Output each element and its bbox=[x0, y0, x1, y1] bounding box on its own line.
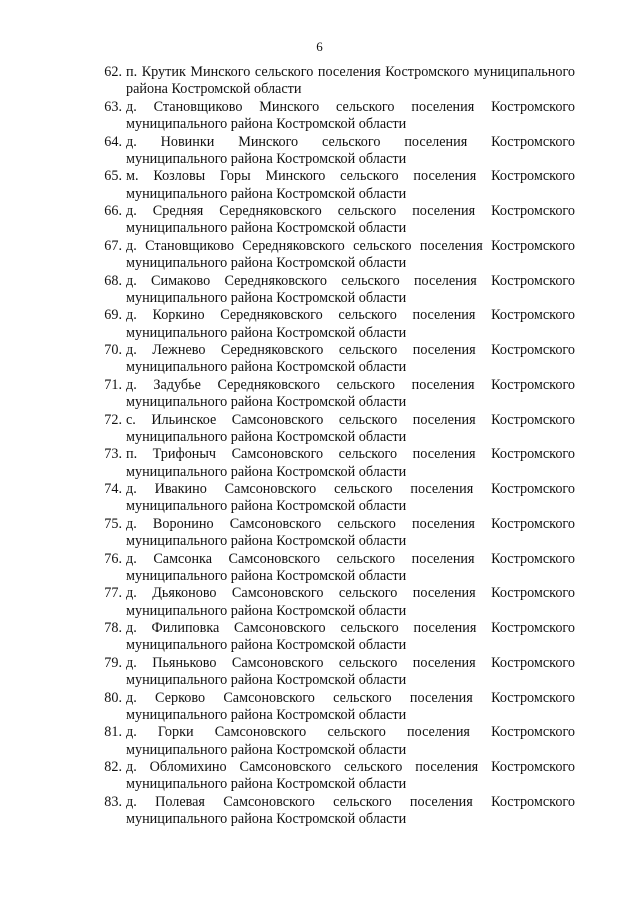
item-number: 80. bbox=[104, 689, 122, 706]
list-item bbox=[90, 759, 575, 794]
list-item bbox=[90, 273, 575, 308]
item-number: 82. bbox=[104, 759, 122, 775]
item-text: д. Дьяконово Самсоновского сельского поселения Костромского муниципального района Костромской области bbox=[126, 585, 575, 619]
list-item bbox=[90, 690, 575, 725]
list-item bbox=[90, 307, 575, 342]
item-number: 67. bbox=[104, 237, 122, 254]
item-number: 69. bbox=[104, 307, 122, 324]
item-text: п. Крутик Минского сельского поселения Костромского муниципального района Костромской области bbox=[126, 64, 575, 98]
item-text: д. Симаково Середняковского сельского поселения Костромского муниципального района Костромской области bbox=[126, 272, 575, 306]
item-text: д. Филиповка Самсоновского сельского поселения Костромского муниципального района Костромской области bbox=[126, 620, 575, 654]
item-number: 74. bbox=[104, 481, 122, 497]
item-text: д. Становщиково Минского сельского поселения Костромского муниципального района Костромской области bbox=[126, 98, 575, 133]
item-text: д. Средняя Середняковского сельского поселения Костромского муниципального района Костромской области bbox=[126, 203, 575, 237]
list-item bbox=[90, 64, 575, 99]
item-number: 73. bbox=[104, 446, 122, 463]
list-item bbox=[90, 168, 575, 203]
list-item bbox=[90, 134, 575, 169]
list-item bbox=[90, 794, 575, 829]
item-text: д. Лежнево Середняковского сельского поселения Костромского муниципального района Костромской области bbox=[126, 342, 575, 376]
item-text: д. Пьяньково Самсоновского сельского поселения Костромского муниципального района Костромской области bbox=[126, 654, 575, 689]
item-number: 62. bbox=[104, 64, 122, 80]
list-item bbox=[90, 551, 575, 586]
item-number: 75. bbox=[104, 515, 122, 532]
item-text: д. Серково Самсоновского сельского поселения Костромского муниципального района Костромской области bbox=[126, 689, 575, 723]
item-number: 72. bbox=[104, 411, 122, 428]
item-number: 70. bbox=[104, 342, 122, 358]
item-text: д. Коркино Середняковского сельского поселения Костромского муниципального района Костромской области bbox=[126, 307, 575, 341]
item-number: 66. bbox=[104, 203, 122, 219]
item-number: 65. bbox=[104, 168, 122, 185]
item-number: 63. bbox=[104, 98, 122, 115]
list-item bbox=[90, 724, 575, 759]
item-text: д. Ивакино Самсоновского сельского поселения Костромского муниципального района Костромской области bbox=[126, 481, 575, 515]
item-text: м. Козловы Горы Минского сельского поселения Костромского муниципального района Костромской области bbox=[126, 168, 575, 202]
list-item bbox=[90, 377, 575, 412]
item-number: 71. bbox=[104, 376, 122, 393]
settlement-list bbox=[90, 64, 575, 829]
item-text: п. Трифоныч Самсоновского сельского поселения Костромского муниципального района Костромской области bbox=[126, 446, 575, 480]
list-item bbox=[90, 99, 575, 134]
item-number: 77. bbox=[104, 585, 122, 602]
list-item bbox=[90, 516, 575, 551]
page-number: 6 bbox=[316, 39, 323, 54]
list-item bbox=[90, 585, 575, 620]
item-number: 68. bbox=[104, 272, 122, 289]
item-text: с. Ильинское Самсоновского сельского поселения Костромского муниципального района Костромской области bbox=[126, 411, 575, 445]
item-text: д. Задубье Середняковского сельского поселения Костромского муниципального района Костромской области bbox=[126, 376, 575, 411]
item-number: 83. bbox=[104, 793, 122, 810]
item-text: д. Полевая Самсоновского сельского поселения Костромского муниципального района Костромской области bbox=[126, 793, 575, 828]
item-number: 76. bbox=[104, 550, 122, 567]
list-item bbox=[90, 481, 575, 516]
list-item bbox=[90, 620, 575, 655]
item-number: 81. bbox=[104, 724, 122, 741]
item-text: д. Воронино Самсоновского сельского поселения Костромского муниципального района Костромской области bbox=[126, 515, 575, 550]
list-item bbox=[90, 203, 575, 238]
item-text: д. Становщиково Середняковского сельского поселения Костромского муниципального района Костромской области bbox=[126, 237, 575, 272]
list-item bbox=[90, 342, 575, 377]
list-item bbox=[90, 446, 575, 481]
item-text: д. Горки Самсоновского сельского поселения Костромского муниципального района Костромской области bbox=[126, 724, 575, 758]
item-text: д. Новинки Минского сельского поселения Костромского муниципального района Костромской области bbox=[126, 133, 575, 167]
item-text: д. Обломихино Самсоновского сельского поселения Костромского муниципального района Костромской области bbox=[126, 759, 575, 793]
item-number: 64. bbox=[104, 133, 122, 150]
list-item bbox=[90, 412, 575, 447]
item-number: 78. bbox=[104, 620, 122, 636]
item-number: 79. bbox=[104, 654, 122, 671]
list-item bbox=[90, 655, 575, 690]
item-text: д. Самсонка Самсоновского сельского поселения Костромского муниципального района Костромской области bbox=[126, 550, 575, 584]
list-item bbox=[90, 238, 575, 273]
